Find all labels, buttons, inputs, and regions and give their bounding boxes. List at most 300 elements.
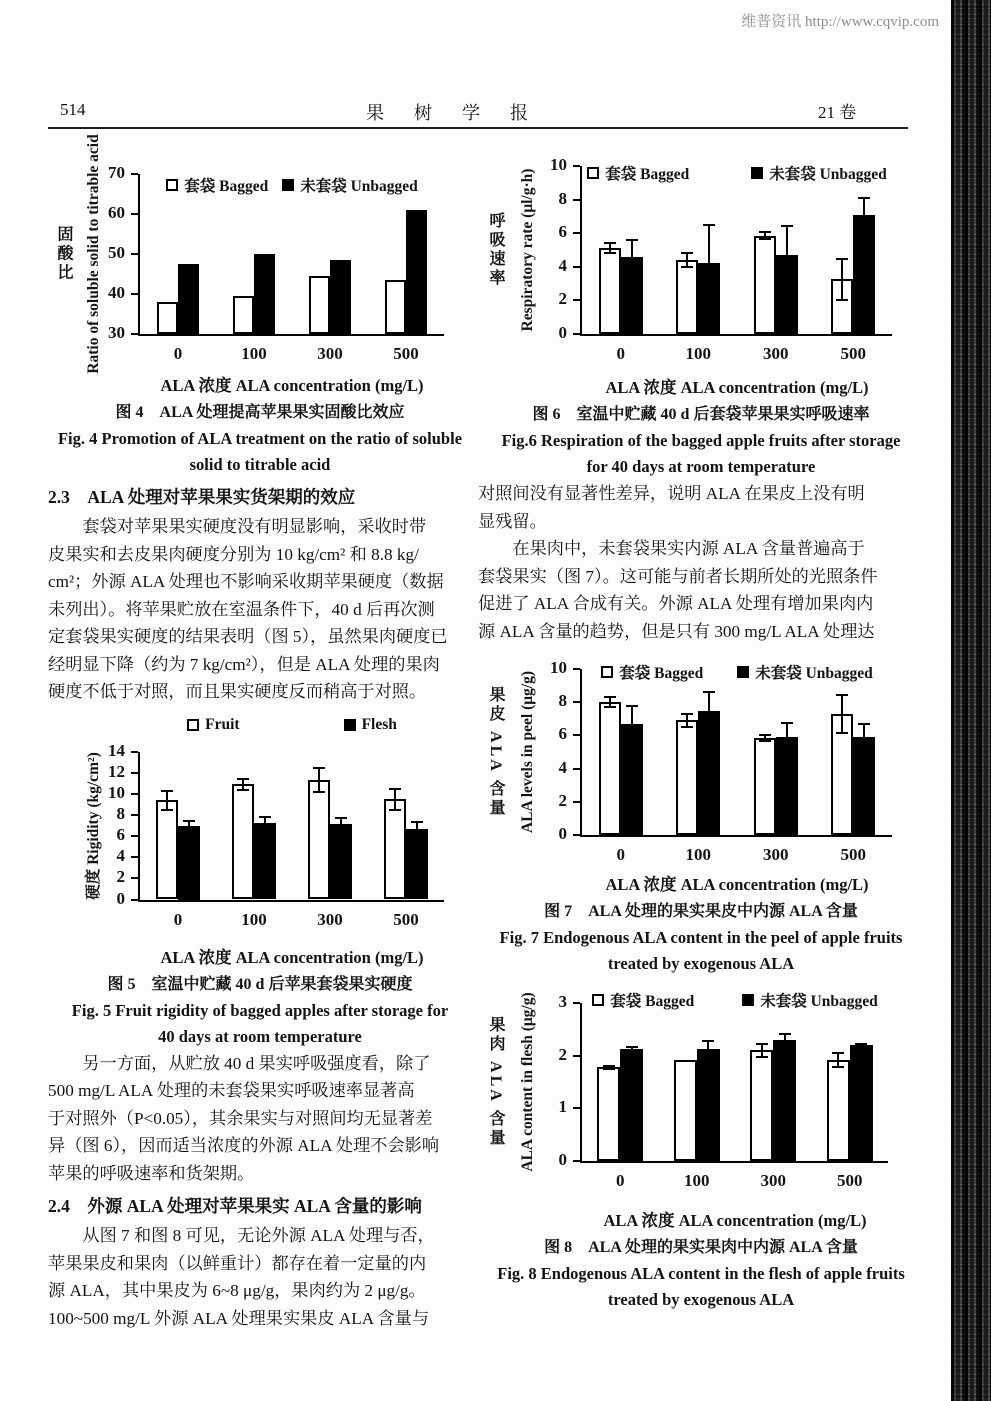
text-line: 未列出）。将苹果贮放在室温条件下，40 d 后再次测 xyxy=(48,599,435,619)
y-axis-label-en: Respiratory rate (μl/g·h) xyxy=(519,168,536,332)
figure6-caption xyxy=(478,402,924,480)
y-tick-label: 10 xyxy=(108,782,125,802)
x-tick-label: 100 xyxy=(684,1171,710,1190)
x-axis xyxy=(580,334,892,336)
y-tick-label: 4 xyxy=(558,757,567,777)
figure4-caption-en xyxy=(48,426,472,478)
error-bar-cap xyxy=(183,829,195,831)
error-bar-cap xyxy=(759,231,771,233)
error-bar-cap xyxy=(781,722,793,724)
y-axis-label-en: ALA levels in peel (μg/g) xyxy=(519,670,536,834)
left-column xyxy=(48,134,472,1332)
error-bar-cap xyxy=(626,273,638,275)
filled-square-icon xyxy=(344,719,356,731)
text-line: 于对照外（P<0.05），其余果实与对照间均无显著差 xyxy=(48,1108,433,1128)
y-tick xyxy=(573,266,580,268)
open-square-icon xyxy=(187,719,199,731)
text-line: 定套袋果实硬度的结果表明（图 5），虽然果肉硬度已 xyxy=(48,627,448,646)
y-tick xyxy=(131,877,138,879)
figure7-caption xyxy=(478,899,924,977)
error-bar-cap xyxy=(759,734,771,736)
error-bar-line xyxy=(708,692,710,729)
open-square-icon xyxy=(166,179,178,191)
text-line: 皮果实和去皮果肉硬度分别为 10 kg/cm² 和 8.8 kg/ xyxy=(48,544,419,564)
text-line: cm²；外源 ALA 处理也不影响采收期苹果硬度（数据 xyxy=(48,572,444,591)
error-bar-cap xyxy=(411,834,423,836)
error-bar-cap xyxy=(858,231,870,233)
error-bar-cap xyxy=(759,238,771,240)
bar-series1 xyxy=(385,280,406,334)
x-tick-label: 0 xyxy=(616,845,625,864)
scan-edge-strip xyxy=(951,0,991,1401)
y-tick-label: 2 xyxy=(558,289,567,309)
x-tick-label: 500 xyxy=(393,909,419,929)
y-tick xyxy=(131,293,138,295)
y-tick xyxy=(131,253,138,255)
header-rule xyxy=(48,127,908,129)
y-tick-label: 10 xyxy=(550,658,567,677)
y-tick xyxy=(573,668,580,670)
text-line: 另一方面，从贮放 40 d 果实呼吸强度看，除了 xyxy=(48,1053,431,1073)
figure6-caption-cn: 图 6 室温中贮藏 40 d 后套袋苹果果实呼吸速率 xyxy=(532,406,870,423)
error-bar-cap xyxy=(836,299,848,301)
error-bar-cap xyxy=(858,197,870,199)
legend-item xyxy=(166,174,268,196)
open-square-icon xyxy=(592,994,604,1006)
bar-series1 xyxy=(233,296,254,334)
error-bar-cap xyxy=(781,283,793,285)
x-tick-label: 0 xyxy=(616,1171,625,1190)
y-tick-label: 8 xyxy=(558,188,567,208)
bar-series1 xyxy=(676,720,698,835)
legend-label: Flesh xyxy=(361,715,397,733)
error-bar-line xyxy=(631,706,633,743)
text-line: Fig.6 Respiration of the bagged apple fruits after storage xyxy=(501,431,901,450)
y-axis xyxy=(580,669,582,837)
y-tick-label: 0 xyxy=(558,323,567,342)
error-bar-cap xyxy=(756,1056,768,1058)
legend-label: Fruit xyxy=(205,715,240,733)
legend-item xyxy=(592,989,694,1011)
figure7-caption-en xyxy=(478,925,924,977)
bar-series1 xyxy=(309,276,330,334)
text-line: 促进了 ALA 合成有关。外源 ALA 处理有增加果肉内 xyxy=(478,594,874,613)
y-tick-label: 1 xyxy=(558,1097,567,1117)
bar-series1 xyxy=(384,799,406,899)
x-axis xyxy=(138,900,444,902)
x-tick-label: 500 xyxy=(840,344,866,363)
filled-square-icon xyxy=(282,179,294,191)
x-tick-label: 0 xyxy=(173,909,183,929)
text-line: 套袋对苹果果实硬度没有明显影响，采收时带 xyxy=(48,517,427,536)
x-tick-label: 0 xyxy=(173,344,183,363)
x-axis xyxy=(580,1161,888,1163)
y-axis-label-cn: 果肉 ALA 含量 xyxy=(487,1016,504,1148)
x-axis-label: ALA 浓度 ALA concentration (mg/L) xyxy=(605,378,869,397)
error-bar-cap xyxy=(703,728,715,730)
y-axis xyxy=(138,174,140,336)
text-line: 苹果的呼吸速率和货架期。 xyxy=(48,1163,255,1183)
text-line: 对照间没有显著性差异，说明 ALA 在果皮上没有明 xyxy=(478,484,865,503)
bar-series1 xyxy=(157,302,178,334)
y-axis-label-cn: 固酸比 xyxy=(55,225,72,283)
filled-square-icon xyxy=(737,666,749,678)
text-line: 经明显下降（约为 7 kg/cm²），但是 ALA 处理的果肉 xyxy=(48,654,440,674)
y-tick xyxy=(131,772,138,774)
bar-series1 xyxy=(750,1050,773,1161)
legend-item xyxy=(187,716,239,734)
y-tick-label: 6 xyxy=(116,825,125,845)
error-bar-cap xyxy=(703,691,715,693)
error-bar-cap xyxy=(626,239,638,241)
figure4-caption-cn: 图 4 ALA 处理提高苹果果实固酸比效应 xyxy=(115,404,405,421)
text-line: solid to titrable acid xyxy=(189,455,331,474)
y-tick-label: 8 xyxy=(558,691,567,711)
x-tick-label: 500 xyxy=(393,344,419,363)
error-bar-line xyxy=(166,791,168,810)
error-bar-cap xyxy=(335,830,347,832)
error-bar-line xyxy=(786,226,788,283)
error-bar-cap xyxy=(604,706,616,708)
x-axis-label: ALA 浓度 ALA concentration (mg/L) xyxy=(603,1211,867,1230)
y-tick-label: 10 xyxy=(550,155,567,174)
y-tick-label: 50 xyxy=(108,243,125,262)
y-axis xyxy=(580,166,582,336)
error-bar-cap xyxy=(259,816,271,818)
open-square-icon xyxy=(601,666,613,678)
error-bar-cap xyxy=(335,817,347,819)
error-bar-line xyxy=(863,198,865,232)
bar-series2 xyxy=(330,824,352,899)
text-line: 500 mg/L ALA 处理的未套袋果实呼吸速率显著高 xyxy=(48,1081,415,1100)
open-square-icon xyxy=(587,167,599,179)
x-tick-label: 100 xyxy=(241,344,267,363)
error-bar-line xyxy=(841,259,843,299)
y-tick xyxy=(573,333,580,335)
legend-item xyxy=(742,989,878,1011)
error-bar-cap xyxy=(626,1046,638,1048)
bar-series2 xyxy=(330,260,351,334)
error-bar-cap xyxy=(855,1046,867,1048)
bar-series2 xyxy=(406,210,427,334)
error-bar-cap xyxy=(832,1066,844,1068)
legend-label: 未套袋 Unbagged xyxy=(300,178,418,195)
error-bar-line xyxy=(686,714,688,727)
legend-label: 套袋 Bagged xyxy=(184,178,269,195)
legend-label: 套袋 Bagged xyxy=(619,665,704,682)
peel-residue-paragraph xyxy=(478,480,924,645)
legend-item xyxy=(751,162,887,184)
text-line: 套袋果实（图 7）。这可能与前者长期所处的光照条件 xyxy=(478,566,878,586)
page-number: 514 xyxy=(60,100,86,119)
y-axis-label-en: 硬度 Rigidity (kg/cm²) xyxy=(85,751,102,900)
error-bar-cap xyxy=(832,1052,844,1054)
text-line: 从图 7 和图 8 可见，无论外源 ALA 处理与否， xyxy=(48,1226,435,1245)
y-tick xyxy=(573,834,580,836)
legend-label: 未套袋 Unbagged xyxy=(769,166,887,183)
error-bar-cap xyxy=(836,694,848,696)
error-bar-cap xyxy=(858,749,870,751)
error-bar-cap xyxy=(313,791,325,793)
y-tick xyxy=(573,299,580,301)
figure6-caption-en xyxy=(478,428,924,480)
y-tick-label: 2 xyxy=(558,790,567,810)
y-tick xyxy=(131,213,138,215)
y-tick xyxy=(131,856,138,858)
filled-square-icon xyxy=(751,167,763,179)
right-column xyxy=(478,142,924,1313)
y-tick xyxy=(573,1160,580,1162)
y-tick xyxy=(573,232,580,234)
x-tick-label: 300 xyxy=(763,845,789,864)
x-axis-label: ALA 浓度 ALA concentration (mg/L) xyxy=(160,376,424,395)
x-tick-label: 300 xyxy=(317,344,343,363)
error-bar-cap xyxy=(604,696,616,698)
figure4-caption xyxy=(48,400,472,478)
y-tick-label: 4 xyxy=(116,846,125,866)
bar-series1 xyxy=(232,784,254,899)
legend-label: 未套袋 Unbagged xyxy=(755,665,873,682)
bar-series1 xyxy=(676,260,698,334)
bar-series1 xyxy=(674,1060,697,1161)
legend-item xyxy=(587,162,689,184)
error-bar-cap xyxy=(702,1056,714,1058)
error-bar-cap xyxy=(626,705,638,707)
error-bar-cap xyxy=(781,225,793,227)
text-line: 硬度不低于对照，而且果实硬度反而稍高于对照。 xyxy=(48,682,427,701)
error-bar-cap xyxy=(237,789,249,791)
text-line: 在果肉中，未套袋果实内源 ALA 含量普遍高于 xyxy=(478,539,865,558)
figure7-caption-cn: 图 7 ALA 处理的果实果皮中内源 ALA 含量 xyxy=(544,903,858,920)
error-bar-cap xyxy=(183,820,195,822)
error-bar-cap xyxy=(604,242,616,244)
error-bar-cap xyxy=(237,778,249,780)
legend-label: 套袋 Bagged xyxy=(610,993,695,1010)
error-bar-cap xyxy=(626,741,638,743)
y-tick-label: 12 xyxy=(108,761,125,781)
error-bar-line xyxy=(686,253,688,266)
figure6-chart xyxy=(478,148,914,400)
text-line: 100~500 mg/L 外源 ALA 处理果实果皮 ALA 含量与 xyxy=(48,1308,430,1328)
y-tick-label: 0 xyxy=(558,824,567,843)
error-bar-cap xyxy=(681,726,693,728)
error-bar-cap xyxy=(389,809,401,811)
section-2-4-heading: 2.4 外源 ALA 处理对苹果果实 ALA 含量的影响 xyxy=(48,1196,422,1216)
y-tick xyxy=(131,835,138,837)
chart-legend xyxy=(140,174,444,196)
y-axis-label-cn: 果皮 ALA 含量 xyxy=(487,686,504,818)
y-tick-label: 14 xyxy=(108,740,125,760)
error-bar-cap xyxy=(756,1043,768,1045)
bar-series2 xyxy=(254,823,276,899)
y-axis-label-en: ALA content in flesh (μg/g) xyxy=(519,992,536,1172)
chart-legend xyxy=(582,989,888,1011)
text-line: 异（图 6），因而适当浓度的外源 ALA 处理不会影响 xyxy=(48,1136,440,1155)
x-tick-label: 100 xyxy=(241,909,267,929)
legend-item xyxy=(282,174,418,196)
figure5-caption-en xyxy=(48,998,472,1050)
text-line: 显残留。 xyxy=(478,511,547,531)
bar-series1 xyxy=(754,738,776,835)
y-tick xyxy=(573,768,580,770)
bar-series2 xyxy=(773,1040,796,1161)
x-axis-label: ALA 浓度 ALA concentration (mg/L) xyxy=(160,947,424,967)
bar-series1 xyxy=(754,236,776,334)
x-tick-label: 100 xyxy=(685,344,711,363)
section-2-3-heading: 2.3 ALA 处理对苹果果实货架期的效应 xyxy=(48,487,356,507)
y-tick-label: 6 xyxy=(558,222,567,242)
error-bar-cap xyxy=(603,1068,615,1070)
text-line: Fig. 7 Endogenous ALA content in the peel of apple fruits xyxy=(499,928,903,947)
y-tick-label: 0 xyxy=(558,1150,567,1169)
error-bar-line xyxy=(837,1053,839,1068)
journal-title: 果 树 学 报 xyxy=(366,103,534,123)
y-tick xyxy=(573,1002,580,1004)
bar-series1 xyxy=(308,780,330,899)
error-bar-cap xyxy=(161,809,173,811)
y-tick xyxy=(131,173,138,175)
text-line: 苹果果皮和果肉（以鲜重计）都存在着一定量的内 xyxy=(48,1253,427,1273)
error-bar-cap xyxy=(781,750,793,752)
y-tick xyxy=(131,793,138,795)
storage-respiration-paragraph xyxy=(48,1050,472,1188)
figure8-caption xyxy=(478,1235,924,1313)
bar-series2 xyxy=(620,1049,643,1161)
error-bar-cap xyxy=(702,1040,714,1042)
error-bar-cap xyxy=(703,301,715,303)
volume-label: 21 卷 xyxy=(818,103,857,122)
watermark-text: 维普资讯 http://www.cqvip.com xyxy=(741,14,939,30)
bar-series1 xyxy=(597,1067,620,1161)
text-line: Fig. 5 Fruit rigidity of bagged apples after storage for xyxy=(71,1000,449,1020)
x-tick-label: 300 xyxy=(317,909,343,929)
bar-series2 xyxy=(850,1045,873,1161)
x-axis-label: ALA 浓度 ALA concentration (mg/L) xyxy=(605,875,869,894)
y-tick-label: 8 xyxy=(116,803,125,823)
legend-item xyxy=(344,716,397,734)
y-tick xyxy=(131,751,138,753)
error-bar-cap xyxy=(836,258,848,260)
bar-series1 xyxy=(599,702,621,835)
y-tick-label: 3 xyxy=(558,992,567,1011)
bar-series2 xyxy=(853,737,875,835)
error-bar-line xyxy=(394,789,396,810)
error-bar-cap xyxy=(259,829,271,831)
error-bar-cap xyxy=(681,266,693,268)
y-tick-label: 2 xyxy=(558,1044,567,1064)
y-tick xyxy=(573,1107,580,1109)
y-axis-label-cn: 呼吸速率 xyxy=(487,212,504,288)
figure5-chart xyxy=(48,712,462,970)
y-tick-label: 60 xyxy=(108,203,125,222)
y-axis-label-en: Ratio of soluble solid to titrable acid xyxy=(85,134,102,374)
error-bar-line xyxy=(786,723,788,751)
x-axis xyxy=(580,835,892,837)
y-tick xyxy=(131,899,138,901)
text-line: 40 days at room temperature xyxy=(158,1026,362,1046)
error-bar-cap xyxy=(604,252,616,254)
x-tick-label: 100 xyxy=(685,845,711,864)
bar-series2 xyxy=(697,1049,720,1161)
error-bar-cap xyxy=(779,1045,791,1047)
error-bar-cap xyxy=(626,1051,638,1053)
y-tick-label: 40 xyxy=(108,283,125,302)
x-tick-label: 300 xyxy=(760,1171,786,1190)
text-line: Fig. 4 Promotion of ALA treatment on the ratio of soluble xyxy=(57,429,463,448)
y-tick xyxy=(573,1055,580,1057)
section-2-3-paragraph xyxy=(48,513,472,706)
filled-square-icon xyxy=(742,994,754,1006)
y-axis xyxy=(580,1003,582,1163)
section-2-4-paragraph xyxy=(48,1222,472,1332)
bar-series2 xyxy=(178,264,199,334)
bar-series2 xyxy=(406,829,428,900)
figure4-chart xyxy=(48,134,462,398)
chart-legend xyxy=(582,661,892,683)
error-bar-cap xyxy=(836,732,848,734)
figure5-caption xyxy=(48,972,472,1050)
error-bar-cap xyxy=(858,723,870,725)
y-tick-label: 70 xyxy=(108,163,125,182)
text-line: 源 ALA，其中果皮为 6~8 μg/g，果肉约为 2 μg/g。 xyxy=(48,1281,426,1300)
legend-item xyxy=(737,661,873,683)
x-tick-label: 500 xyxy=(840,845,866,864)
text-line: treated by exogenous ALA xyxy=(607,1290,795,1309)
x-axis xyxy=(138,334,444,336)
error-bar-cap xyxy=(161,790,173,792)
bar-series2 xyxy=(254,254,275,334)
y-tick-label: 6 xyxy=(558,724,567,744)
y-tick xyxy=(131,333,138,335)
y-tick xyxy=(573,701,580,703)
y-tick xyxy=(573,734,580,736)
y-tick xyxy=(573,199,580,201)
error-bar-cap xyxy=(681,252,693,254)
y-tick-label: 0 xyxy=(116,888,125,908)
error-bar-line xyxy=(841,695,843,733)
figure8-caption-en xyxy=(478,1261,924,1313)
error-bar-cap xyxy=(313,767,325,769)
text-line: Fig. 8 Endogenous ALA content in the flesh of apple fruits xyxy=(497,1264,905,1283)
error-bar-line xyxy=(863,724,865,751)
error-bar-cap xyxy=(389,788,401,790)
y-tick xyxy=(131,814,138,816)
y-tick-label: 30 xyxy=(108,323,125,342)
y-tick-label: 2 xyxy=(116,867,125,887)
figure5-caption-cn: 图 5 室温中贮藏 40 d 后苹果套袋果实硬度 xyxy=(107,975,413,993)
bar-series1 xyxy=(599,248,621,334)
error-bar-cap xyxy=(759,740,771,742)
error-bar-cap xyxy=(855,1043,867,1045)
y-axis xyxy=(138,752,140,902)
x-tick-label: 0 xyxy=(616,344,625,363)
bar-series1 xyxy=(156,800,178,899)
y-tick-label: 4 xyxy=(558,255,567,275)
error-bar-cap xyxy=(411,821,423,823)
bar-series2 xyxy=(178,826,200,900)
error-bar-line xyxy=(708,225,710,302)
error-bar-line xyxy=(318,768,320,791)
y-tick xyxy=(573,801,580,803)
error-bar-cap xyxy=(603,1065,615,1067)
error-bar-cap xyxy=(779,1033,791,1035)
text-line: 源 ALA 含量的趋势，但是只有 300 mg/L ALA 处理达 xyxy=(478,621,875,641)
error-bar-cap xyxy=(681,713,693,715)
chart-legend xyxy=(582,162,892,184)
error-bar-line xyxy=(707,1041,709,1057)
text-line: for 40 days at room temperature xyxy=(586,457,816,476)
x-tick-label: 300 xyxy=(763,344,789,363)
